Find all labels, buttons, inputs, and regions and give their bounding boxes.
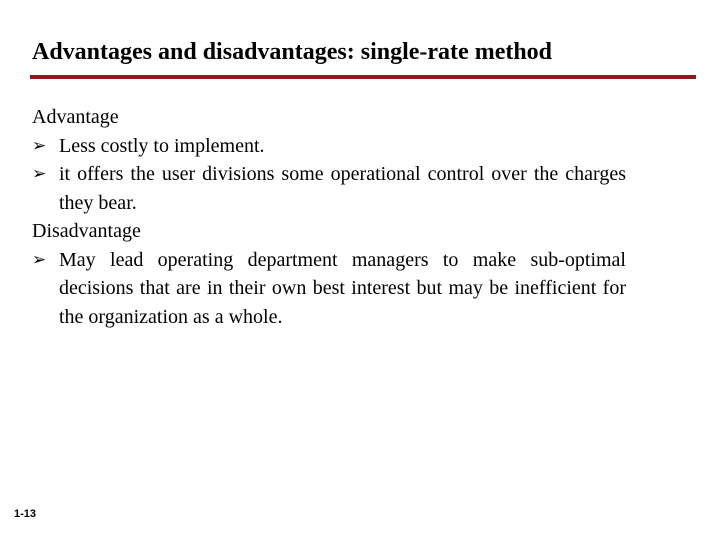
bullet-item [32,132,626,161]
title-underline-rule [30,75,696,79]
bullet-item [32,160,626,217]
slide-title: Advantages and disadvantages: single-rate method [32,39,553,65]
arrowhead-bullet-icon: ➢ [32,249,47,270]
disadvantage-heading: Disadvantage [32,220,141,242]
slide-number: 1-13 [14,508,37,520]
bullet-text: May lead operating department managers to make sub-optimal decisions that are in their own best interest but may be inefficient for the organization as a whole. [59,248,626,328]
arrowhead-bullet-icon: ➢ [32,164,47,184]
arrowhead-bullet-icon: ➢ [32,135,47,156]
bullet-text: Less costly to implement. [59,134,265,157]
advantage-heading: Advantage [32,106,119,128]
slide-body [32,103,626,331]
bullet-item [32,246,626,332]
bullet-text: it offers the user divisions some operational control over the charges they bear. [59,163,626,214]
